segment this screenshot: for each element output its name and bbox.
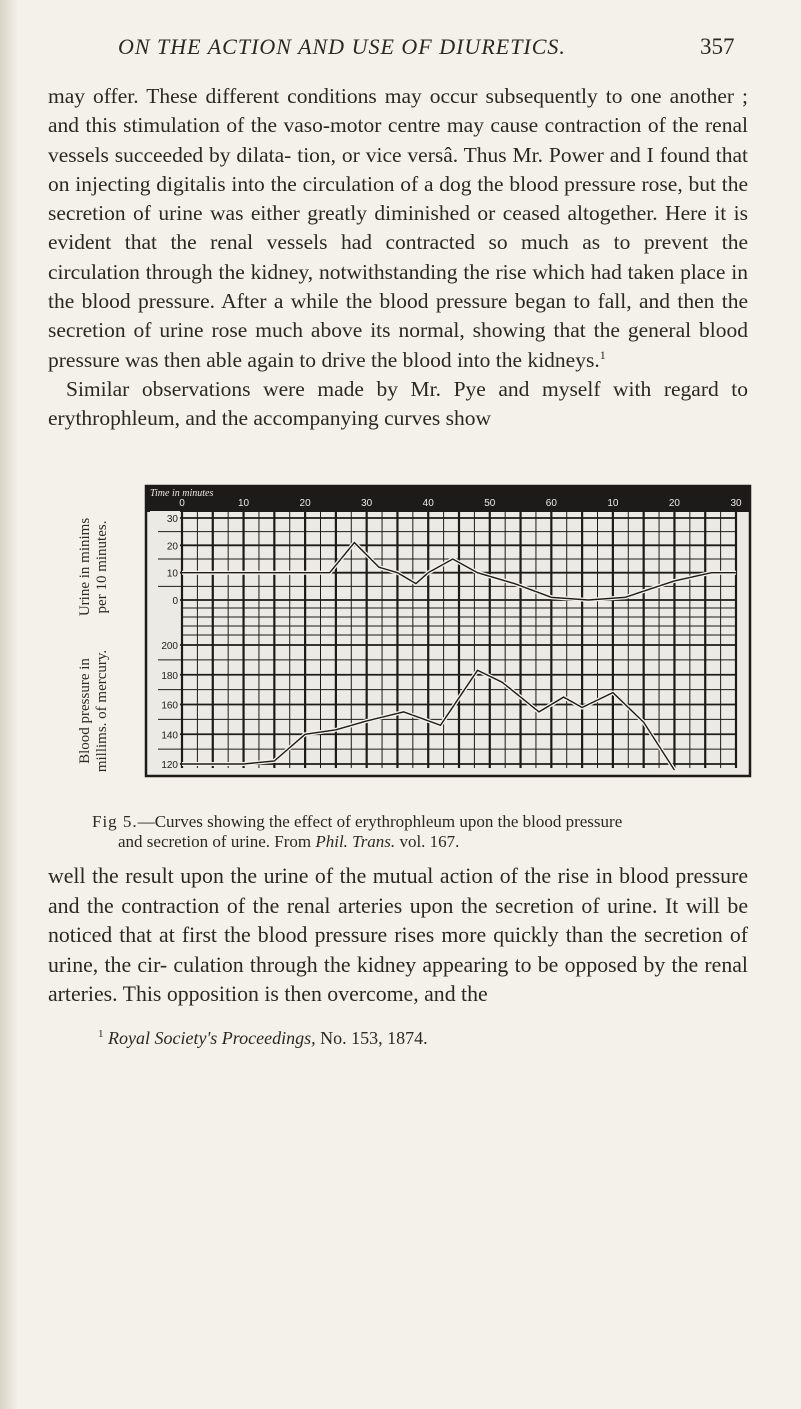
- figure-label: Fig 5.: [92, 812, 138, 831]
- x-tick-label: 40: [422, 498, 434, 509]
- body-text-top: [48, 82, 748, 434]
- y-tick-label: 140: [161, 730, 178, 742]
- y-tick-label: 10: [166, 568, 178, 580]
- y-tick-label: 120: [161, 760, 178, 771]
- y-tick-label: 180: [161, 670, 178, 682]
- paragraph-second: Similar observations were made by Mr. Pye and myself with regard to erythrophleum, and the accompanying curves show: [48, 376, 749, 431]
- page-number: 357: [700, 34, 735, 59]
- body-text-bottom: [48, 862, 748, 1010]
- paragraph-top: may offer. These different conditions may occur subsequently to one another ; and this stimulation of the vaso-motor centre may cause contraction of the renal vessels succeeded by dilata- tion, or vice versâ. Thus Mr. Power and I found that on injecting digitalis into the circulation of a dog the blood pressure rose, but the secretion of urine was either greatly diminished or ceased altogether. Here it is evident that the renal vessels had contracted so much as to prevent the circulation through the kidney, notwithstanding the rise which had taken place in the blood pressure. After a while the blood pressure began to fall, and then the secretion of urine rose much above its normal, showing that the general blood pressure was then able again to drive the blood into the kidneys.$^1$: [48, 84, 749, 372]
- caption-text: —Curves showing the effect of erythrophleum upon the blood pressure: [137, 812, 623, 831]
- caption-source: Phil. Trans.: [315, 832, 396, 851]
- y-tick-label: 200: [161, 641, 178, 652]
- x-axis-title: Time in minutes: [150, 488, 214, 499]
- footnote: $^1$ Royal Society's Proceedings, No. 153, 1874.: [98, 1028, 428, 1048]
- y-tick-label: 160: [161, 700, 178, 712]
- chart-svg: [116, 480, 756, 780]
- footnote-marker: 1: [599, 347, 606, 362]
- y-tick-label: 20: [166, 541, 178, 553]
- y-axis-label-urine: Urine in minims per 10 minutes.: [77, 517, 110, 617]
- x-tick-label: 30: [361, 498, 373, 509]
- figure-caption: Fig 5.—Curves showing the effect of erythrophleum upon the blood pressure and secretion of urine. From Phil. Trans. vol. 167.: [92, 812, 623, 851]
- x-tick-label: 0: [179, 498, 185, 509]
- chart-header-band: [146, 486, 750, 512]
- x-tick-label: 20: [668, 498, 681, 509]
- paragraph-bottom: well the result upon the urine of the mutual action of the rise in blood pressure and the contraction of the renal arteries upon the secretion of urine. It will be noticed that at first the blood pressure rises more quickly than the secretion of urine, the cir- culation through the kidney appearing to be opposed by the renal arteries. This opposition is then overcome, and the: [48, 864, 748, 1006]
- x-tick-label: 60: [545, 498, 557, 509]
- y-axis-label-blood-pressure: Blood pressure in millims. of mercury.: [77, 649, 110, 773]
- x-tick-label: 30: [730, 498, 742, 509]
- x-tick-label: 10: [237, 498, 250, 509]
- figure: [56, 480, 756, 780]
- x-tick-label: 20: [299, 498, 311, 509]
- binding-shadow: [0, 0, 18, 1409]
- y-tick-label: 0: [172, 596, 178, 607]
- x-tick-label: 10: [607, 498, 619, 509]
- y-tick-label: 30: [166, 514, 178, 525]
- x-tick-label: 50: [484, 498, 496, 509]
- running-head: ON THE ACTION AND USE OF DIURETICS.: [118, 34, 566, 59]
